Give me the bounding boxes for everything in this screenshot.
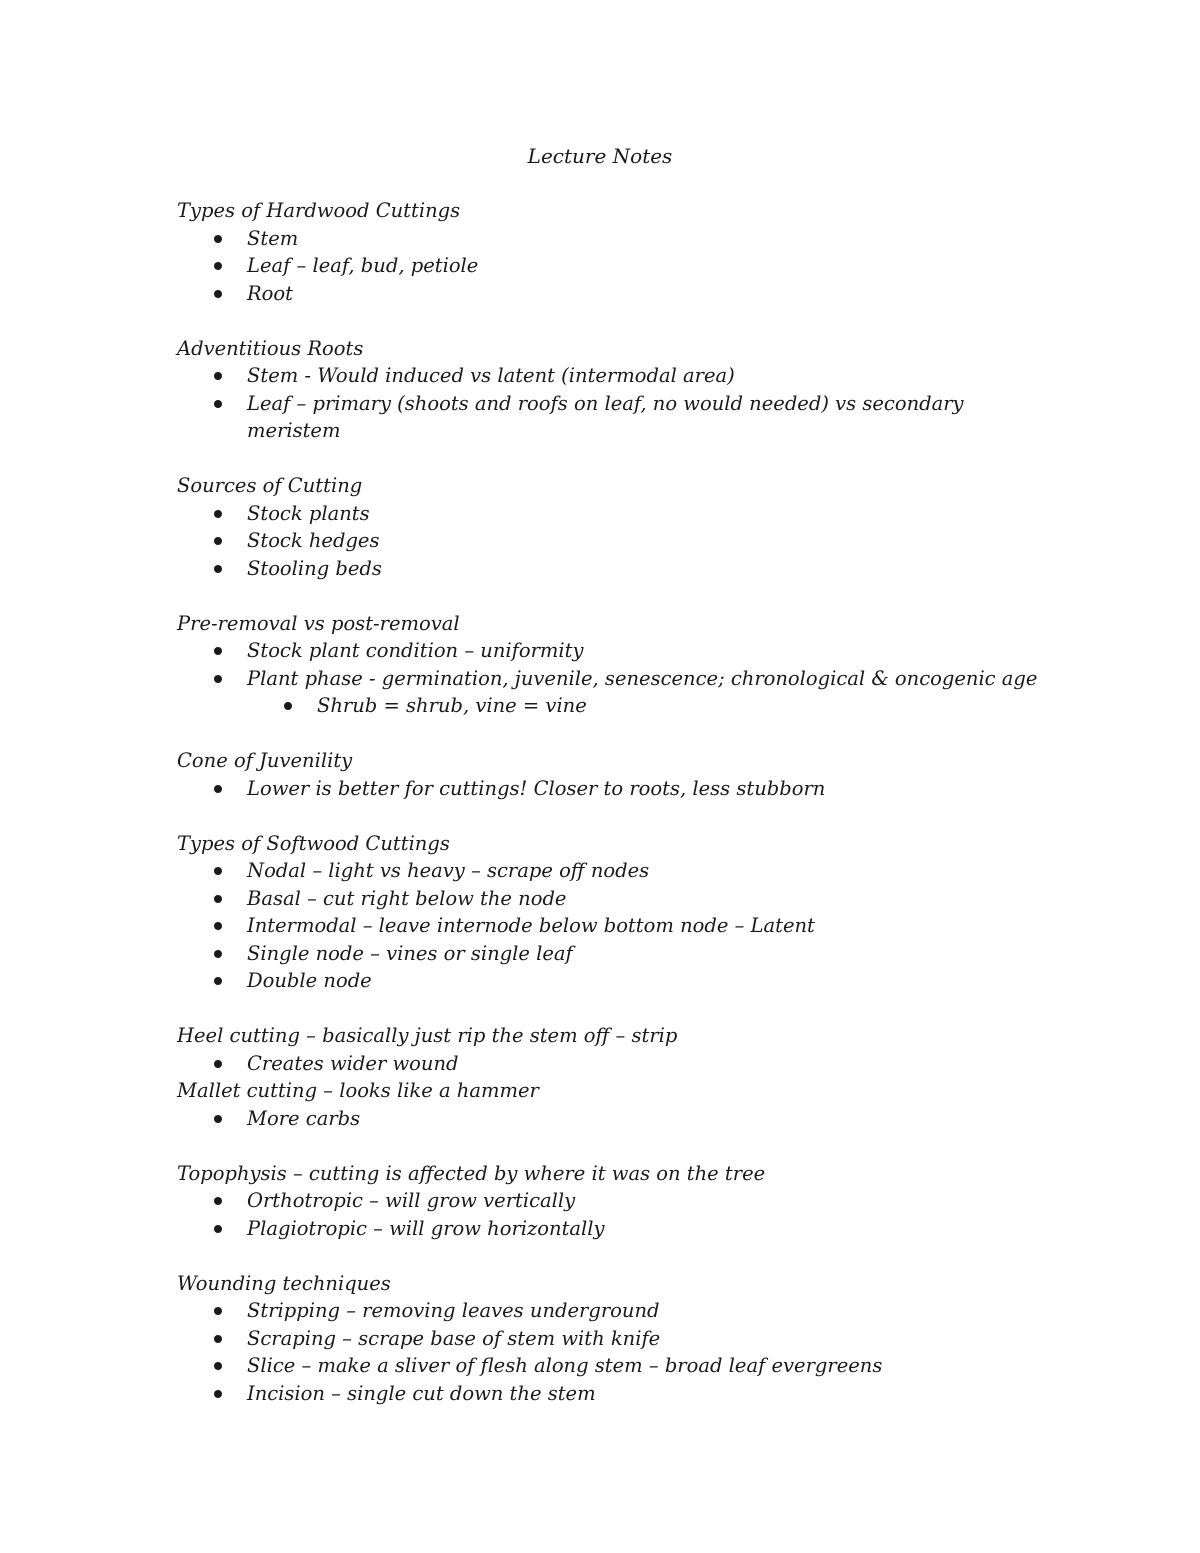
- list-item: Stripping – removing leaves underground: [177, 1297, 1077, 1325]
- bullet-list: [177, 1187, 1077, 1242]
- notes-body: [177, 197, 1077, 1435]
- list-item: Double node: [177, 967, 1077, 995]
- bullet-list: [177, 857, 1077, 995]
- section-hardwood-cuttings: [177, 197, 1077, 307]
- list-item: Plagiotropic – will grow horizontally: [177, 1215, 1077, 1243]
- section-sources-of-cutting: [177, 472, 1077, 582]
- list-item: Stock plant condition – uniformity: [177, 637, 1077, 665]
- list-item: Shrub = shrub, vine = vine: [177, 692, 1077, 720]
- list-item: Root: [177, 280, 1077, 308]
- section-topophysis: [177, 1160, 1077, 1243]
- list-item: Leaf – primary (shoots and roofs on leaf, no would needed) vs secondary meristem: [177, 390, 1077, 445]
- section-wounding-techniques: [177, 1270, 1077, 1408]
- section-heel-cutting: [177, 1022, 1077, 1077]
- section-heading: Pre-removal vs post-removal: [177, 611, 460, 635]
- list-item: Scraping – scrape base of stem with knife: [177, 1325, 1077, 1353]
- list-item: Incision – single cut down the stem: [177, 1380, 1077, 1408]
- section-heading: Types of Softwood Cuttings: [177, 831, 450, 855]
- bullet-list: [177, 362, 1077, 445]
- list-item: Slice – make a sliver of flesh along stem – broad leaf evergreens: [177, 1352, 1077, 1380]
- list-item: Creates wider wound: [177, 1050, 1077, 1078]
- section-mallet-cutting: [177, 1077, 1077, 1132]
- nested-bullet-list: [177, 692, 1077, 720]
- section-heading: Wounding techniques: [177, 1271, 391, 1295]
- list-item: Lower is better for cuttings! Closer to roots, less stubborn: [177, 775, 1077, 803]
- section-heading: Mallet cutting – looks like a hammer: [177, 1079, 539, 1102]
- list-item: Nodal – light vs heavy – scrape off nodes: [177, 857, 1077, 885]
- list-item: Stock hedges: [177, 527, 1077, 555]
- list-item: Intermodal – leave internode below bottom node – Latent: [177, 912, 1077, 940]
- section-heading: Cone of Juvenility: [177, 749, 353, 772]
- bullet-list: [177, 1050, 1077, 1078]
- list-item: More carbs: [177, 1105, 1077, 1133]
- list-item: Basal – cut right below the node: [177, 885, 1077, 913]
- bullet-list: [177, 775, 1077, 803]
- list-item: Orthotropic – will grow vertically: [177, 1187, 1077, 1215]
- list-item: Leaf – leaf, bud, petiole: [177, 252, 1077, 280]
- bullet-list: [177, 225, 1077, 308]
- section-heading: Topophysis – cutting is affected by where it was on the tree: [177, 1161, 766, 1185]
- page-title: Lecture Notes: [527, 144, 673, 168]
- section-heading: Heel cutting – basically just rip the stem off – strip: [177, 1024, 678, 1047]
- bullet-list: [177, 500, 1077, 583]
- section-heading: Adventitious Roots: [177, 336, 364, 360]
- list-item: Plant phase - germination, juvenile, senescence; chronological & oncogenic age: [177, 665, 1077, 693]
- list-item: Stem: [177, 225, 1077, 253]
- section-cone-of-juvenility: [177, 747, 1077, 802]
- list-item: Stock plants: [177, 500, 1077, 528]
- section-adventitious-roots: [177, 335, 1077, 445]
- section-softwood-cuttings: [177, 830, 1077, 995]
- section-heading: Sources of Cutting: [177, 474, 363, 497]
- list-item: Stooling beds: [177, 555, 1077, 583]
- section-heading: Types of Hardwood Cuttings: [177, 199, 461, 222]
- section-pre-post-removal: [177, 610, 1077, 720]
- bullet-list: [177, 637, 1077, 692]
- bullet-list: [177, 1105, 1077, 1133]
- bullet-list: [177, 1297, 1077, 1407]
- list-item: Stem - Would induced vs latent (intermodal area): [177, 362, 1077, 390]
- list-item: Single node – vines or single leaf: [177, 940, 1077, 968]
